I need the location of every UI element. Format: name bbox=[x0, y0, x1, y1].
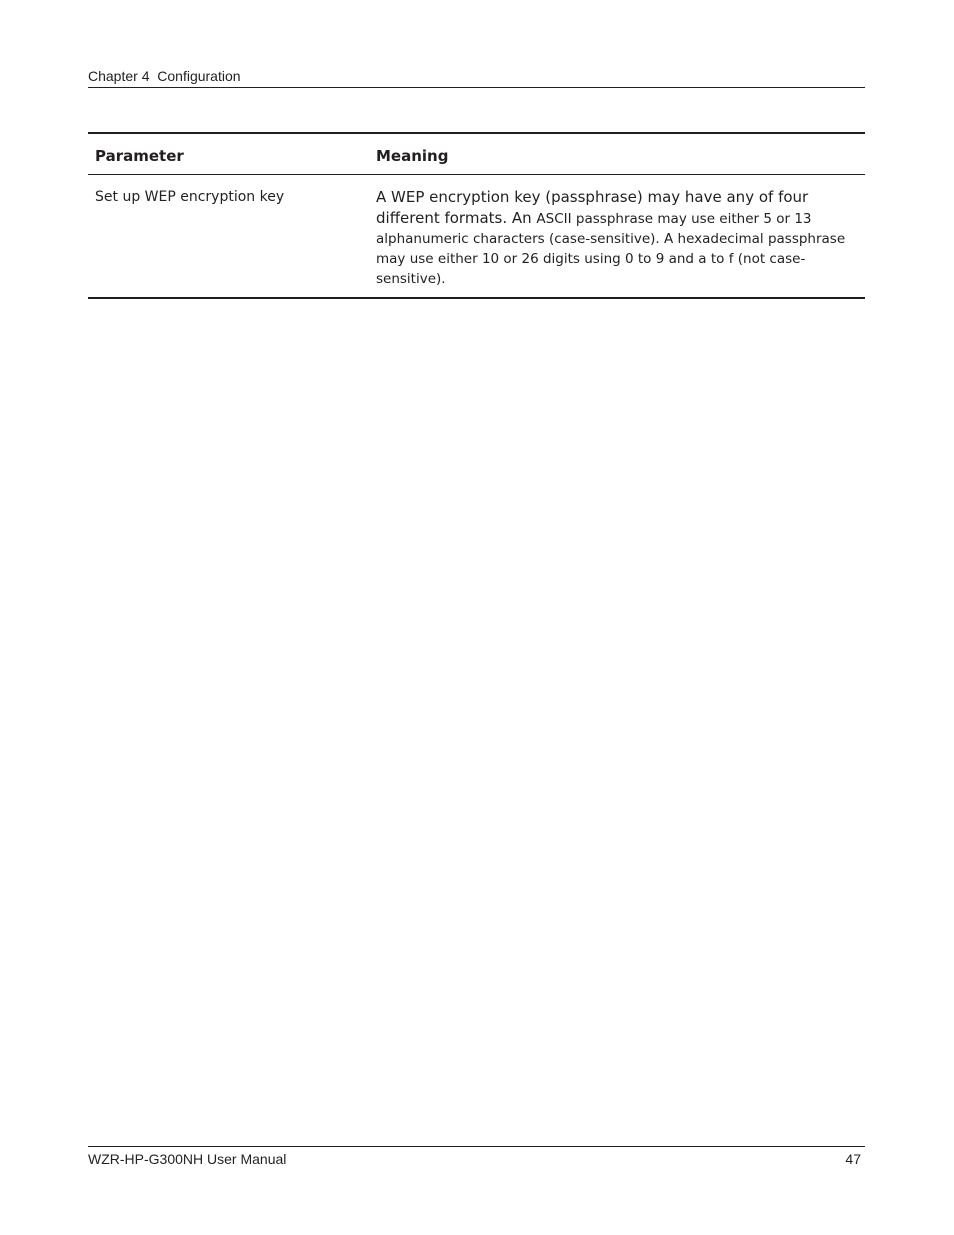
manual-title: WZR-HP-G300NH User Manual bbox=[88, 1151, 287, 1167]
parameter-table bbox=[88, 132, 865, 299]
meaning-text-lead: A WEP encryption key (passphrase) may have any of four different formats. An bbox=[376, 188, 809, 227]
page-number: 47 bbox=[845, 1151, 861, 1167]
table-row bbox=[88, 175, 865, 299]
chapter-title: Chapter 4 Configuration bbox=[88, 68, 241, 84]
column-header-parameter: Parameter bbox=[88, 133, 369, 175]
meaning-text-rest: ASCII passphrase may use either 5 or 13 alphanumeric characters (case-sensitive). A hexadecimal passphrase may use either 10 or 26 digits using 0 to 9 and a to f (not case-sensitive). bbox=[376, 211, 846, 287]
column-header-meaning: Meaning bbox=[369, 133, 865, 175]
page-header bbox=[88, 67, 865, 88]
meaning-cell bbox=[369, 175, 865, 299]
table-header-row bbox=[88, 133, 865, 175]
page-footer bbox=[88, 1146, 865, 1167]
parameter-cell: Set up WEP encryption key bbox=[95, 189, 285, 205]
